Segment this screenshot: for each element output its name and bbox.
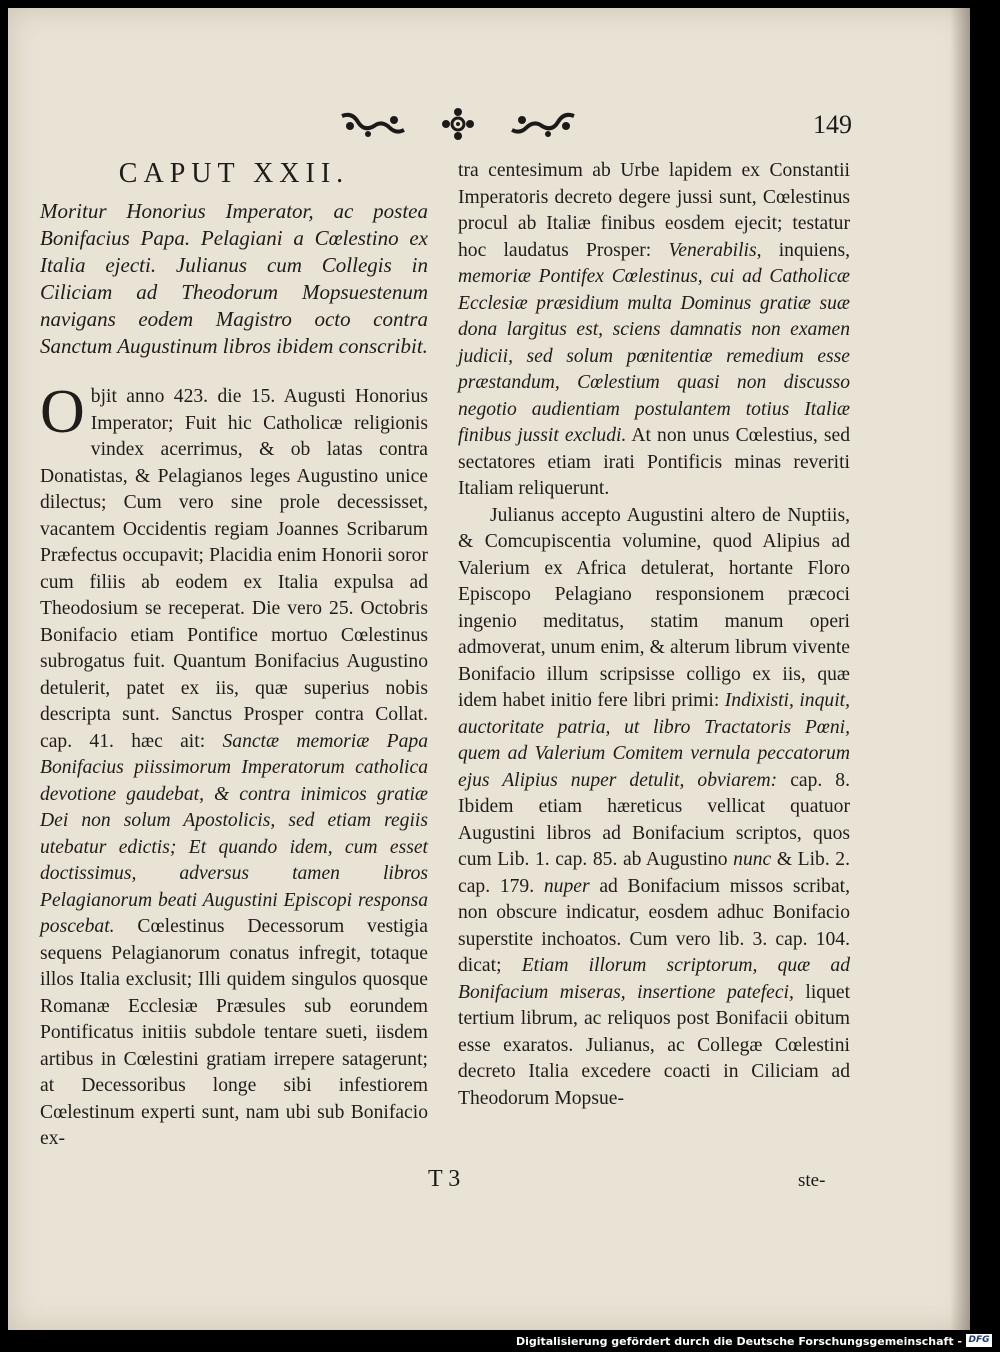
rosette-ornament-icon: [440, 108, 476, 140]
footer-credit: Digitalisierung gefördert durch die Deutsche Forschungsgemeinschaft -: [515, 1335, 962, 1348]
right-text: , inquiens,: [756, 239, 850, 261]
chapter-summary: Moritur Honorius Imperator, ac postea Bonifacius Papa. Pelagiani a Cœlestino ex Italia ejecti. Julianus cum Collegis in Ciliciam ad Theodorum Mopsuestenum navigans eodem Magistro octo contra Sanctum Augustinum libros ibidem conscribit.: [40, 199, 428, 358]
page-fold-shadow: [950, 8, 970, 1330]
right-text: ad Bonifacium missos scribat, non obscure indicatur, eosdem adhuc Bonifacio superstite inchoatos. Cum vero lib. 3. cap. 104. dicat;: [458, 875, 850, 976]
right-column: [458, 158, 850, 1112]
left-column: [40, 158, 428, 1153]
page-header: [8, 104, 970, 144]
right-text: At non unus Cœlestius, sed sectatores etiam irati Pontificis minas reveriti Italiam reliquerunt.: [458, 425, 850, 499]
right-text: liquet tertium librum, ac reliquos post Bonifacii obitum esse exaratos. Julianus, ac Collegæ Cœlestini decreto Italia excedere coacti in Ciliciam ad Theodorum Mopsue-: [458, 981, 851, 1109]
header-ornaments: [338, 104, 578, 144]
catchword: ste-: [798, 1170, 826, 1191]
right-text: Julianus accepto Augustini altero de Nuptiis, & Comcupiscentia volumine, quod Alipius ad Valerium ex Africa detulerat, hortante Floro Episcopo Pelagiano responsionem præcoci ingenio meditatus, statim manum operi admoverat, unum enim, & alterum librum vivente Bonifacio illum scripsisse colligo ex iis, quæ idem habet initio fere libri primi:: [458, 504, 850, 711]
right-paragraph-1: [458, 158, 850, 503]
right-quote: Indixisti, inquit, auctoritate patria, ut libro Tractatoris Pœni, quem ad Valerium Comitem vernula peccatorum ejus Alipius nuper detulit, obviarem:: [458, 690, 850, 791]
fleuron-ornament-icon: [508, 108, 578, 140]
left-text-a: bjit anno 423. die 15. Augusti Honorius Imperator; Fuit hic Catholicæ religionis vindex acerrimus, & ob latas contra Donatistas, & Pelagianos leges Augustino unice dilectus; Cum vero sine prole decessisset, vacantem Occidentis regiam Joannes Scribarum Præfectus occupavit; Placidia enim Honorii soror cum filiis ab eodem ex Italia expulsa ad Theodosium se receperat. Die vero 25. Octobris Bonifacio etiam Pontifice mortuo Cœlestinus subrogatus fuit. Quantum Bonifacius Augustino detulerit, patet ex iis, quæ superius nobis descripta sunt. Sanctus Prosper contra Collat. cap. 41. hæc ait:: [40, 386, 428, 752]
chapter-title: CAPUT XXII.: [118, 158, 350, 189]
left-paragraph: [40, 378, 428, 1153]
page-bottom-marks: [8, 1166, 970, 1196]
left-text-b: Cœlestinus Decessorum vestigia sequens Pelagianorum conatus infregit, totaque illos Italia exclusit; Illi quidem singulos quosque Romanæ Ecclesiæ Præsules sub eorundem Pontificatus initiis subdole tentare sueti, iisdem artibus in Cœlestini gratiam irrepere satagerunt; at Decessoribus longe sibi infestiorem Cœlestinum experti sunt, nam ubi sub Bonifacio ex-: [40, 916, 428, 1149]
right-quote: memoriæ Pontifex Cœlestinus, cui ad Catholicæ Ecclesiæ præsidium multa Dominus gratiæ suæ dona largitus est, sciens damnatis non examen judicii, sed solum pœnitentiæ remedium esse præstandum, Cœlestium quasi non discusso negotio audientiam postulantem totius Italiæ finibus jussit excludi.: [458, 266, 850, 446]
signature-mark: T 3: [428, 1166, 461, 1192]
page-number: 149: [813, 110, 852, 139]
left-quote: Sanctæ memoriæ Papa Bonifacius piissimorum Imperatorum catholica devotione gaudebat, & contra inimicos gratiæ Dei non solum Apostolicis, sed etiam regiis utebatur edictis; Et quando idem, cum esset doctissimus, adversus tamen libros Pelagianorum beati Augustini Episcopi responsa poscebat.: [40, 730, 428, 937]
right-quote: nuper: [543, 875, 590, 897]
fleuron-ornament-icon: [338, 108, 408, 140]
dfg-logo-icon: DFG: [966, 1334, 992, 1347]
right-quote: nunc: [733, 849, 772, 870]
right-text: & Lib. 2. cap. 179.: [458, 849, 851, 897]
book-page: [8, 8, 970, 1330]
right-paragraph-2: [458, 503, 850, 1113]
right-text: tra centesimum ab Urbe lapidem ex Constantii Imperatoris decreto degere jussi sunt, Cœlestinus procul ab Italiæ finibus eosdem ejecit; testatur hoc laudatus Prosper:: [458, 160, 850, 261]
right-text: cap. 8. Ibidem etiam hæreticus vellicat quatuor Augustini libros ad Bonifacium scriptos, quos cum Lib. 1. cap. 85. ab Augustino: [458, 769, 850, 870]
digitization-footer: [0, 1330, 1000, 1352]
drop-initial: O: [40, 378, 85, 446]
right-quote: Venerabilis: [668, 239, 757, 261]
right-quote: Etiam illorum scriptorum, quæ ad Bonifacium miseras, insertione patefeci,: [458, 955, 850, 1003]
